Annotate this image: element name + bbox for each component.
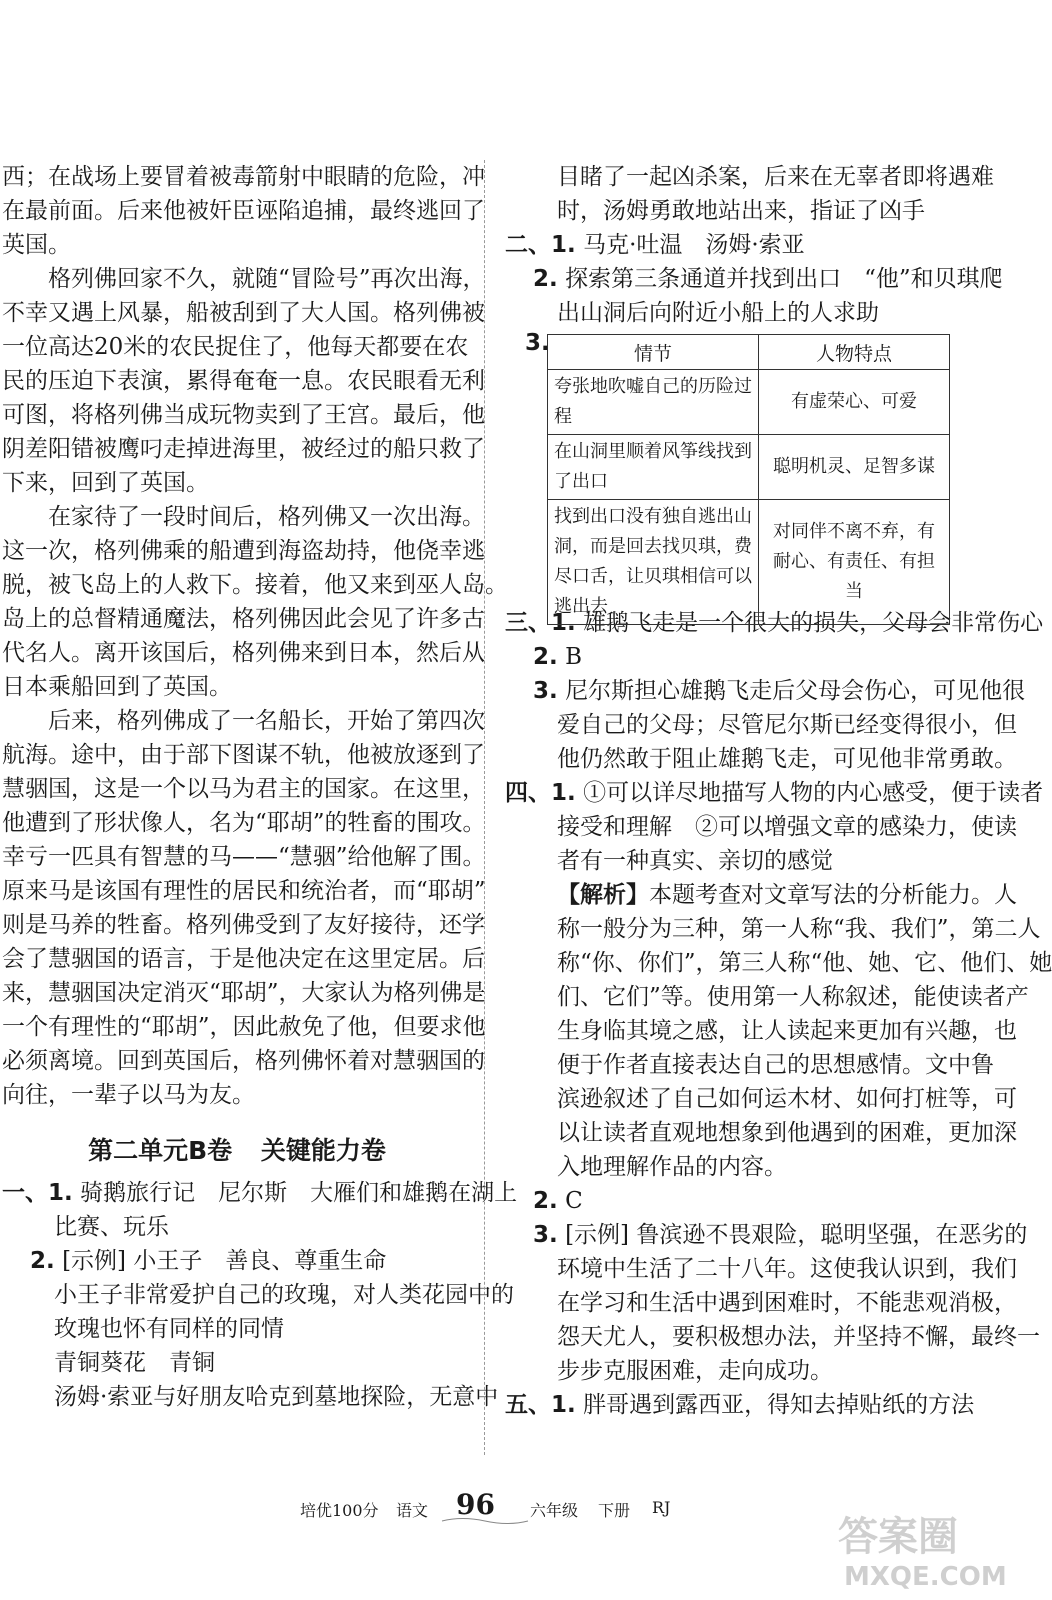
text-line: 民的压迫下表演，累得奄奄一息。农民眼看无利 xyxy=(2,368,485,394)
text-line: 向往，一辈子以马为友。 xyxy=(2,1082,255,1108)
text-line: 出山洞后向附近小船上的人求助 xyxy=(557,300,879,326)
section-prefix: 二、 xyxy=(505,232,551,258)
question-line xyxy=(505,1184,963,1218)
question-line xyxy=(505,776,1044,810)
text-line: 们、它们”等。使用第一人称叙述，能使读者产 xyxy=(557,984,1029,1010)
text-line: 则是马养的牲畜。格列佛受到了友好接待，还学 xyxy=(2,912,485,938)
table-header-trait: 人物特点 xyxy=(759,335,950,370)
column-divider xyxy=(484,160,485,1455)
answer-text: 探索第三条通道并找到出口 “他”和贝琪爬 xyxy=(565,266,1003,292)
text-line: 格列佛回家不久，就随“冒险号”再次出海， xyxy=(48,266,486,292)
table-cell: 聪明机灵、足智多谋 xyxy=(759,435,950,500)
answer-text: [示例] 小王子 善良、尊重生命 xyxy=(62,1248,387,1274)
left-column xyxy=(2,160,518,1414)
footer-brand: 培优100分 xyxy=(300,1501,379,1520)
table-cell: 在山洞里顺着风筝线找到了出口 xyxy=(548,435,759,500)
footer-edition: RJ xyxy=(652,1498,671,1517)
text-line: 原来马是该国有理性的居民和统治者，而“耶胡” xyxy=(2,878,486,904)
text-line: 入地理解作品的内容。 xyxy=(557,1154,787,1180)
question-line xyxy=(2,1244,472,1278)
table-row xyxy=(548,435,950,500)
answer-text: ①可以详尽地描写人物的内心感受，便于读者 xyxy=(583,780,1044,806)
text-line: 比赛、玩乐 xyxy=(54,1214,169,1240)
text-line: 他仍然敢于阻止雄鹅飞走，可见他非常勇敢。 xyxy=(557,746,1017,772)
question-number: 2. xyxy=(533,266,558,292)
footer-grade: 六年级 xyxy=(530,1501,579,1520)
text-line: 必须离境。回到英国后，格列佛怀着对慧骃国的 xyxy=(2,1048,485,1074)
analysis-tag: 【解析】 xyxy=(557,882,649,908)
text-line: 者有一种真实、亲切的感觉 xyxy=(557,848,833,874)
watermark-logo xyxy=(830,1500,1007,1595)
text-line: 来，慧骃国决定消灭“耶胡”，大家认为格列佛是 xyxy=(2,980,486,1006)
section-prefix: 四、 xyxy=(505,780,551,806)
text-line: 一位高达20米的农民捉住了，他每天都要在农 xyxy=(2,334,469,360)
question-line xyxy=(2,1176,518,1210)
table-cell: 找到出口没有独自逃出山洞，而是回去找贝琪，费尽口舌，让贝琪相信可以逃出去 xyxy=(548,500,759,625)
question-line xyxy=(505,1218,1028,1252)
text-line: 在学习和生活中遇到困难时，不能悲观消极， xyxy=(557,1290,1017,1316)
question-number: 2. xyxy=(533,1188,558,1214)
question-number: 3. xyxy=(525,330,550,356)
text-line: 怨天尤人，要积极想办法，并坚持不懈，最终一 xyxy=(557,1324,1040,1350)
text-line: 日本乘船回到了英国。 xyxy=(2,674,232,700)
footer-ornament-icon xyxy=(440,1516,530,1526)
plot-character-table xyxy=(547,334,950,625)
text-line: 玫瑰也怀有同样的同情 xyxy=(54,1316,284,1342)
text-line: 称一般分为三种，第一人称“我、我们”，第二人 xyxy=(557,916,1041,942)
text-line: 幸亏一匹具有智慧的马——“慧骃”给他解了围。 xyxy=(2,844,486,870)
svg-text:答案圈: 答案圈 xyxy=(838,1514,958,1560)
question-number: 1. xyxy=(48,1180,73,1206)
text-line: 时，汤姆勇敢地站出来，指证了凶手 xyxy=(557,198,925,224)
table-header-plot: 情节 xyxy=(548,335,759,370)
table-cell: 夸张地吹嘘自己的历险过程 xyxy=(548,370,759,435)
text-line: 目睹了一起凶杀案，后来在无辜者即将遇难 xyxy=(557,164,994,190)
text-line: 环境中生活了二十八年。这使我认识到，我们 xyxy=(557,1256,1017,1282)
text-line: 生身临其境之感，让人读起来更加有兴趣，也 xyxy=(557,1018,1017,1044)
analysis-line xyxy=(505,878,1017,912)
question-line xyxy=(505,640,963,674)
footer-subject: 语文 xyxy=(396,1501,429,1520)
question-number: 1. xyxy=(551,1392,576,1418)
question-number: 1. xyxy=(551,610,576,636)
text-line: 一个有理性的“耶胡”，因此赦免了他，但要求他 xyxy=(2,1014,486,1040)
text-line: 不幸又遇上风暴，船被刮到了大人国。格列佛被 xyxy=(2,300,485,326)
question-line xyxy=(505,228,963,262)
text-line: 可图，将格列佛当成玩物卖到了王宫。最后，他 xyxy=(2,402,485,428)
question-line xyxy=(505,1388,975,1422)
svg-text:MXQE.COM: MXQE.COM xyxy=(844,1562,1007,1592)
text-line: 滨逊叙述了自己如何运木材、如何打桩等，可 xyxy=(557,1086,1017,1112)
text-line: 便于作者直接表达自己的思想感情。文中鲁 xyxy=(557,1052,994,1078)
answer-text: C xyxy=(565,1188,583,1214)
text-line: 会了慧骃国的语言，于是他决定在这里定居。后 xyxy=(2,946,485,972)
answer-text: 马克·吐温 汤姆·索亚 xyxy=(583,232,805,258)
question-number: 1. xyxy=(551,232,576,258)
text-line: 这一次，格列佛乘的船遭到海盗劫持，他侥幸逃 xyxy=(2,538,485,564)
right-column xyxy=(505,160,1052,1422)
text-line: 英国。 xyxy=(2,232,71,258)
text-line: 航海。途中，由于部下图谋不轨，他被放逐到了 xyxy=(2,742,485,768)
answer-text: [示例] 鲁滨逊不畏艰险，聪明坚强，在恶劣的 xyxy=(565,1222,1028,1248)
answer-text: 雄鹅飞走是一个很大的损失，父母会非常伤心 xyxy=(583,610,1044,636)
text-line: 接受和理解 ②可以增强文章的感染力，使读 xyxy=(557,814,1017,840)
question-number: 2. xyxy=(533,644,558,670)
text-line: 在最前面。后来他被奸臣诬陷追捕，最终逃回了 xyxy=(2,198,485,224)
text-line: 他遭到了形状像人，名为“耶胡”的牲畜的围攻。 xyxy=(2,810,486,836)
question-line xyxy=(505,262,1003,296)
text-line: 岛上的总督精通魔法，格列佛因此会见了许多古 xyxy=(2,606,485,632)
analysis-text: 本题考查对文章写法的分析能力。人 xyxy=(649,882,1017,908)
page-number: 96 xyxy=(456,1488,495,1521)
answer-text: B xyxy=(565,644,582,670)
table-row xyxy=(548,500,950,625)
text-line: 小王子非常爱护自己的玫瑰，对人类花园中的 xyxy=(54,1282,514,1308)
section-prefix: 一、 xyxy=(2,1180,48,1206)
question-number: 3. xyxy=(533,678,558,704)
text-line: 在家待了一段时间后，格列佛又一次出海。 xyxy=(48,504,485,530)
table-cell: 对同伴不离不弃，有耐心、有责任、有担当 xyxy=(759,500,950,625)
footer-volume: 下册 xyxy=(598,1501,631,1520)
text-line: 爱自己的父母；尽管尼尔斯已经变得很小，但 xyxy=(557,712,1017,738)
answer-text: 骑鹅旅行记 尼尔斯 大雁们和雄鹅在湖上 xyxy=(80,1180,518,1206)
question-number: 3. xyxy=(533,1222,558,1248)
question-number: 1. xyxy=(551,780,576,806)
text-line: 阴差阳错被鹰叼走掉进海里，被经过的船只救了 xyxy=(2,436,485,462)
text-line: 青铜葵花 青铜 xyxy=(54,1350,215,1376)
text-line: 西；在战场上要冒着被毒箭射中眼睛的危险，冲 xyxy=(2,164,485,190)
answer-text: 胖哥遇到露西亚，得知去掉贴纸的方法 xyxy=(583,1392,975,1418)
section-prefix: 五、 xyxy=(505,1392,551,1418)
table-cell: 有虚荣心、可爱 xyxy=(759,370,950,435)
text-line: 下来，回到了英国。 xyxy=(2,470,209,496)
text-line: 后来，格列佛成了一名船长，开始了第四次 xyxy=(48,708,485,734)
text-line: 汤姆·索亚与好朋友哈克到墓地探险，无意中 xyxy=(54,1384,499,1410)
text-line: 步步克服困难，走向成功。 xyxy=(557,1358,833,1384)
text-line: 脱，被飞岛上的人救下。接着，他又来到巫人岛。 xyxy=(2,572,508,598)
question-line xyxy=(505,674,1026,708)
text-line: 慧骃国，这是一个以马为君主的国家。在这里， xyxy=(2,776,485,802)
question-number: 2. xyxy=(30,1248,55,1274)
unit-title xyxy=(2,1126,472,1176)
text-line: 代名人。离开该国后，格列佛来到日本，然后从 xyxy=(2,640,485,666)
answer-table-block xyxy=(505,330,963,617)
text-line: 以让读者直观地想象到他遇到的困难，更加深 xyxy=(557,1120,1017,1146)
answer-text: 尼尔斯担心雄鹅飞走后父母会伤心，可见他很 xyxy=(565,678,1026,704)
table-header-row xyxy=(548,335,950,370)
table-row xyxy=(548,370,950,435)
section-prefix: 三、 xyxy=(505,610,551,636)
unit-title-part-b: 关键能力卷 xyxy=(260,1136,386,1165)
text-line: 称“你、你们”，第三人称“他、她、它、他们、她 xyxy=(557,950,1052,976)
unit-title-part-a: 第二单元B卷 xyxy=(88,1136,233,1165)
